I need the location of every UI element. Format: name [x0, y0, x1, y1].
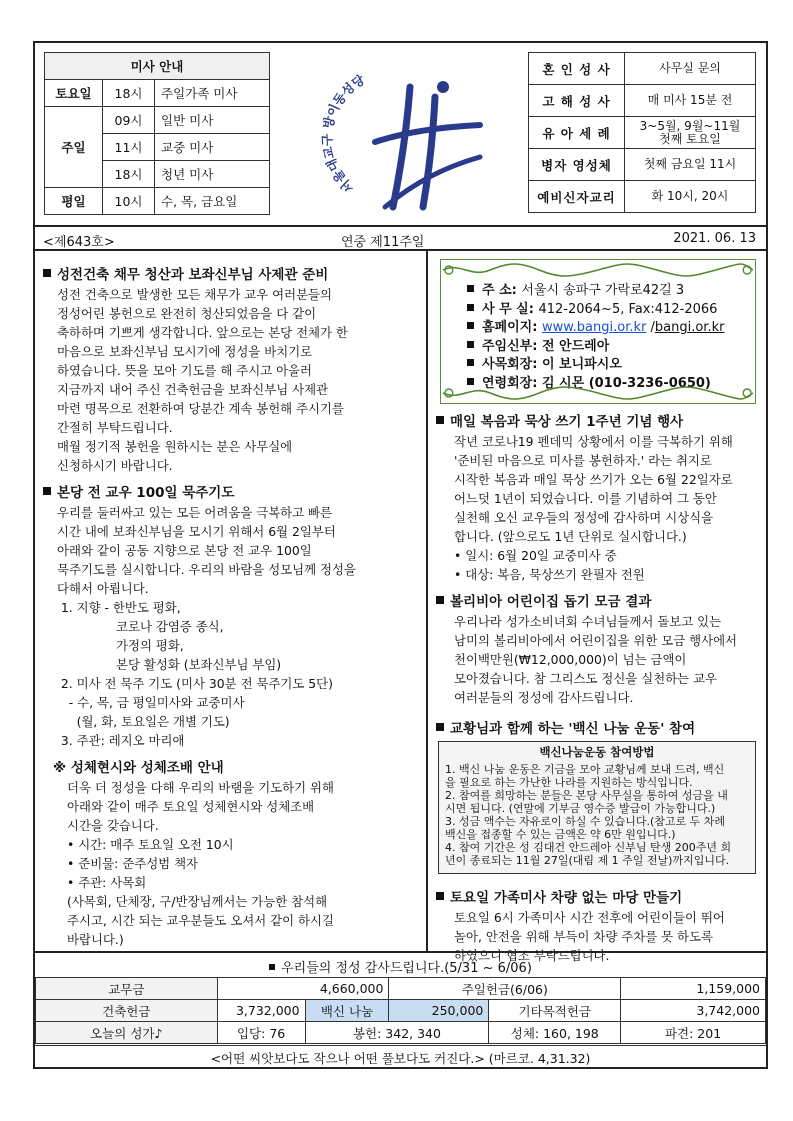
text-line: '준비된 마음으로 미사를 봉헌하자.' 라는 취지로 [454, 453, 712, 468]
text-line: 시간 내에 보좌신부님을 모시기 위해서 6월 2일부터 [57, 524, 336, 539]
text-line: 모아졌습니다. 참 그리스도 정신을 실천하는 교우 [454, 671, 718, 686]
homepage-short-link[interactable]: bangi.or.kr [654, 320, 725, 335]
text-line: 년이 종료되는 11월 27일(대림 제 1 주일 전날)까지입니다. [445, 854, 730, 867]
hymn-entrance: 입당: 76 [217, 1022, 305, 1044]
sacrament-label: 예비신자교리 [529, 181, 625, 213]
bulletin-page [33, 41, 768, 1069]
offering-table [35, 977, 766, 1044]
text-line: 작년 코로나19 펜데믹 상황에서 이를 극복하기 위해 [454, 434, 733, 449]
offering-value: 3,732,000 [217, 1000, 305, 1022]
header [35, 43, 766, 227]
section-title [436, 717, 760, 737]
text-line: 매월 정기적 봉헌을 원하시는 분은 사무실에 [57, 439, 293, 454]
issue-bar [35, 227, 766, 251]
section-title [436, 886, 760, 906]
offering-value: 1,159,000 [621, 978, 766, 1000]
text-line: 1. 백신 나눔 운동은 기금을 모아 교황님께 보내 드려, 백신 [445, 763, 725, 776]
homepage-link[interactable]: www.bangi.or.kr [541, 320, 647, 335]
vine-ornament-icon [441, 262, 755, 278]
text-line: 우리를 둘러싸고 있는 모든 어려움을 극복하고 빠른 [57, 505, 332, 520]
hymn-recessional: 파견: 201 [621, 1022, 766, 1044]
section-body [43, 503, 418, 598]
info-value: 이 보니파시오 [541, 357, 622, 372]
text-line: 2. 참여를 희망하는 분들은 본당 사무실을 통하여 성금을 내 [445, 789, 728, 802]
text-line: 시면 됩니다. (연말에 기부금 영수증 발급이 가능합니다.) [445, 802, 716, 815]
section-body [43, 285, 418, 475]
text-line: 을 필요로 하는 가난한 나라를 지원하는 방식입니다. [445, 776, 693, 789]
text-line: 아래와 같이 매주 토요일 성체현시와 성체조배 [67, 799, 315, 814]
info-label: 주 소: [482, 283, 517, 298]
text-line: • 일시: 6월 20일 교중미사 중 [454, 548, 617, 563]
offering-label: 백신 나눔 [305, 1000, 389, 1022]
sacrament-label: 유 아 세 례 [529, 117, 625, 149]
info-label: 사 무 실: [482, 301, 534, 317]
offering-thanks-header [35, 951, 766, 977]
text-line: 놀아, 안전을 위해 부득이 차량 주차를 못 하도록 [454, 929, 713, 944]
info-office [467, 301, 747, 320]
text-line: 묵주기도를 실시합니다. 우리의 바람을 성모님께 정성을 [57, 562, 356, 577]
sacrament-value: 사무실 문의 [625, 53, 756, 85]
section-body [436, 612, 760, 707]
vine-ornament-icon [441, 385, 755, 401]
list-item: 2. 미사 전 묵주 기도 (미사 30분 전 묵주기도 5단) [53, 676, 333, 691]
list-item: 코로나 감염증 종식, [53, 619, 224, 634]
info-address [467, 282, 747, 301]
sacrament-value-line: 첫째 토요일 [659, 131, 721, 146]
section-title-text: 매일 복음과 묵상 쓰기 1주년 기념 행사 [450, 414, 684, 430]
section-title [436, 410, 760, 430]
section-title-text: 토요일 가족미사 차량 없는 마당 만들기 [450, 890, 683, 906]
sacrament-label: 고 해 성 사 [529, 85, 625, 117]
text-line: 더욱 더 정성을 다해 우리의 바램을 기도하기 위해 [67, 780, 334, 795]
bullet-square-icon [467, 359, 474, 366]
sacrament-value: 매 미사 15분 전 [625, 85, 756, 117]
text-line: 지금까지 내어 주신 건축헌금을 보좌신부님 사제관 [57, 382, 329, 397]
info-value: 전 안드레아 [541, 338, 610, 354]
offering-value: 3,742,000 [621, 1000, 766, 1022]
liturgical-week: 연중 제11주일 [341, 235, 425, 250]
text-line: 성전 건축으로 발생한 모든 채무가 교우 여러분들의 [57, 287, 332, 302]
text-line: 4. 참여 기간은 성 김대건 안드레아 신부님 탄생 200주년 희 [445, 841, 732, 854]
section-title [43, 263, 418, 283]
text-line: 합니다. (앞으로도 1년 단위로 실시합니다.) [454, 529, 687, 544]
sacrament-value: 화 10시, 20시 [625, 181, 756, 213]
offering-label: 교무금 [36, 978, 218, 1000]
list-item: 3. 주관: 레지오 마리애 [53, 733, 185, 748]
left-column [35, 251, 428, 951]
text-line: 주시고, 시간 되는 교우분들도 오셔서 같이 하시길 [67, 913, 334, 928]
text-line: 아래와 같이 공동 지향으로 본당 전 교우 100일 [57, 543, 312, 558]
bullet-square-icon [467, 304, 474, 311]
hymn-communion: 성체: 160, 198 [489, 1022, 621, 1044]
bullet-square-icon [269, 964, 275, 970]
mass-day: 토요일 [45, 80, 103, 107]
issue-date: 2021. 06. 13 [673, 231, 756, 246]
mass-day: 주일 [45, 107, 103, 188]
bullet-square-icon [436, 723, 444, 731]
mass-desc: 일반 미사 [155, 107, 270, 134]
info-homepage [467, 319, 747, 338]
sacrament-label: 혼 인 성 사 [529, 53, 625, 85]
text-line: 토요일 6시 가족미사 시간 전후에 어린이들이 뛰어 [454, 910, 725, 925]
bullet-square-icon [436, 596, 444, 604]
list-item: 본당 활성화 (보좌신부님 부임) [53, 657, 282, 672]
info-label: 주임신부: [482, 338, 538, 354]
info-value: 412-2064~5, Fax:412-2066 [538, 301, 718, 317]
sacrament-value: 첫째 금요일 11시 [625, 149, 756, 181]
mass-schedule-title: 미사 안내 [45, 53, 270, 80]
text-line: 남미의 볼리비아에서 어린이집을 위한 모금 행사에서 [454, 633, 738, 648]
info-label: 연령회장: [482, 375, 538, 391]
list-item: - 수, 목, 금 평일미사와 교중미사 [53, 695, 245, 710]
info-value: 김 시몬 (010-3236-0650) [541, 375, 711, 391]
text-line: (사목회, 단체장, 구/반장님께서는 가능한 참석해 [67, 894, 328, 909]
section-title-text: 본당 전 교우 100일 묵주기도 [57, 485, 235, 501]
sacrament-value-line: 3~5월, 9월~11월 [639, 118, 741, 133]
info-value: 서울시 송파구 가락로42길 3 [521, 283, 685, 298]
vaccine-box-title: 백신나눔운동 참여방법 [539, 745, 655, 759]
offering-label: 건축헌금 [36, 1000, 218, 1022]
text-line: 하였으니 협조 부탁드립니다. [454, 948, 610, 963]
bullet-square-icon [436, 416, 444, 424]
offering-label: 주일헌금(6/06) [389, 978, 621, 1000]
text-line: 신청하시기 바랍니다. [57, 458, 173, 473]
section-body [43, 778, 418, 949]
svg-text:서울대교구 방이동성당 [319, 71, 368, 196]
text-line: 축하하며 기쁘게 생각합니다. 앞으로는 본당 전체가 한 [57, 325, 348, 340]
offering-value: 250,000 [389, 1000, 489, 1022]
vaccine-participation-box [438, 741, 756, 874]
list-item: 1. 지향 - 한반도 평화, [53, 600, 181, 615]
text-line: 바랍니다.) [67, 932, 124, 947]
text-line: • 주관: 사목회 [67, 875, 147, 890]
text-line: 정성어린 봉헌으로 완전히 청산되었음을 다 같이 [57, 306, 317, 321]
section-title-text: 교황님과 함께 하는 '백신 나눔 운동' 참여 [450, 721, 696, 737]
mass-time: 18시 [103, 80, 155, 107]
text-line: 실천해 오신 교우들의 정성에 감사하며 시상식을 [454, 510, 714, 525]
scripture-quote: <어떤 씨앗보다도 작으나 어떤 풀보다도 커진다.> (마르코. 4,31.32) [35, 1045, 766, 1069]
mass-desc: 청년 미사 [155, 161, 270, 188]
parish-logo [315, 57, 495, 219]
hymn-label: 오늘의 성가♪ [36, 1022, 218, 1044]
bullet-square-icon [467, 378, 474, 385]
mass-day: 평일 [45, 188, 103, 215]
section-title [436, 590, 760, 610]
offering-value: 4,660,000 [217, 978, 389, 1000]
mass-time: 11시 [103, 134, 155, 161]
section-title-text: 볼리비아 어린이집 돕기 모금 결과 [450, 594, 652, 610]
bullet-square-icon [467, 322, 474, 329]
info-label: 사목회장: [482, 357, 538, 372]
text-line: • 대상: 복음, 묵상쓰기 완필자 전원 [454, 567, 645, 582]
bullet-square-icon [43, 269, 51, 277]
section-title-text: 성전건축 채무 청산과 보좌신부님 사제관 준비 [57, 267, 329, 283]
text-line: • 시간: 매주 토요일 오전 10시 [67, 837, 234, 852]
text-line: 어느덧 1년이 되었습니다. 이를 기념하여 그 동안 [454, 491, 717, 506]
text-line: 여러분들의 정성에 감사드립니다. [454, 690, 634, 705]
text-line: 마음으로 보좌신부님 모시기에 정성을 바치기로 [57, 344, 313, 359]
bullet-square-icon [43, 487, 51, 495]
logo-text: 서울대교구 방이동성당 [319, 71, 368, 196]
info-council [467, 356, 747, 375]
bullet-square-icon [436, 892, 444, 900]
info-pastor [467, 338, 747, 357]
text-line: 우리나라 성가소비녀회 수녀님들께서 돌보고 있는 [454, 614, 722, 629]
text-line: 3. 성금 액수는 자유로이 하실 수 있습니다.(참고로 두 차례 [445, 815, 726, 828]
hymn-offertory: 봉헌: 342, 340 [305, 1022, 489, 1044]
text-line: 간절히 부탁드립니다. [57, 420, 173, 435]
parish-info-box [440, 259, 756, 404]
section-title: ※ 성체현시와 성체조배 안내 [53, 760, 224, 776]
issue-number: <제643호> [43, 235, 115, 250]
text-line: 시간을 갖습니다. [67, 818, 159, 833]
mass-desc: 수, 목, 금요일 [155, 188, 270, 215]
offering-thanks-text: 우리들의 정성 감사드립니다.(5/31 ~ 6/06) [281, 961, 532, 976]
right-column [430, 251, 766, 963]
mass-desc: 교중 미사 [155, 134, 270, 161]
text-line: • 준비물: 준주성범 책자 [67, 856, 199, 871]
bullet-square-icon [467, 341, 474, 348]
mass-schedule-table [44, 52, 270, 215]
sacrament-table [528, 52, 756, 213]
mass-desc: 주일가족 미사 [155, 80, 270, 107]
text-line: 마련 명목으로 전환하여 당분간 계속 봉헌해 주시기를 [57, 401, 344, 416]
mass-time: 09시 [103, 107, 155, 134]
mass-time: 18시 [103, 161, 155, 188]
text-line: 백신을 접종할 수 있는 금액은 약 6만 원입니다.) [445, 828, 676, 841]
text-line: 다해서 아룁니다. [57, 581, 149, 596]
section-title [43, 481, 418, 501]
list-item: 가정의 평화, [53, 638, 184, 653]
info-separator: / [646, 320, 655, 335]
mass-time: 10시 [103, 188, 155, 215]
list-item: (월, 화, 토요일은 개별 기도) [53, 714, 230, 729]
sacrament-label: 병자 영성체 [529, 149, 625, 181]
sacrament-value [625, 117, 756, 149]
bullet-square-icon [467, 285, 474, 292]
info-label: 홈페이지: [482, 320, 538, 335]
section-body [436, 432, 760, 584]
text-line: 하였습니다. 뜻을 모아 기도를 해 주시고 아울러 [57, 363, 312, 378]
intention-list [43, 598, 418, 750]
offering-label: 기타목적헌금 [489, 1000, 621, 1022]
text-line: 시작한 복음과 매일 묵상 쓰기가 오는 6월 22일자로 [454, 472, 733, 487]
text-line: 천이백만원(₩12,000,000)이 넘는 금액이 [454, 652, 687, 667]
